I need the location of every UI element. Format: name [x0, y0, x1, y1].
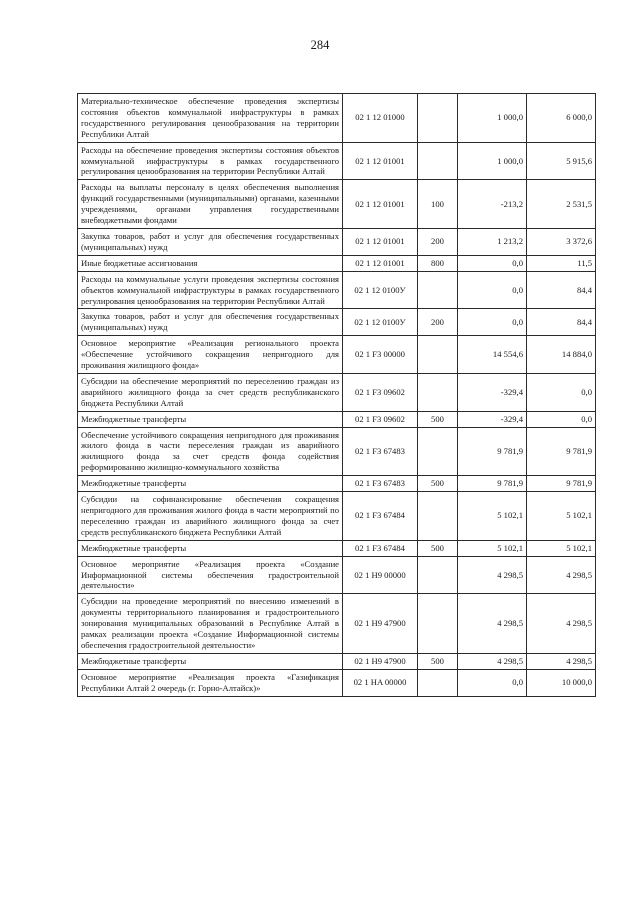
table-row: [78, 309, 596, 336]
row-sum-1: 0,0: [458, 271, 527, 309]
row-code: 02 1 12 0100У: [343, 309, 418, 336]
row-sum-2: 0,0: [527, 373, 596, 411]
row-code: 02 1 F3 67484: [343, 492, 418, 541]
row-code: 02 1 12 01001: [343, 142, 418, 180]
row-name: Межбюджетные трансферты: [78, 476, 343, 492]
row-code: 02 1 12 01001: [343, 180, 418, 229]
row-sum-2: 5 102,1: [527, 492, 596, 541]
row-code: 02 1 F3 00000: [343, 336, 418, 374]
row-expense-type: 500: [418, 653, 458, 669]
row-expense-type: [418, 556, 458, 594]
row-code: 02 1 12 01001: [343, 255, 418, 271]
row-name: Расходы на коммунальные услуги проведения экспертизы состояния объектов коммунальной инфраструктуры в рамках государственного регулирования ценообразования на территории Республики Алтай: [78, 271, 343, 309]
row-expense-type: [418, 94, 458, 143]
table-row: [78, 228, 596, 255]
row-code: 02 1 F3 09602: [343, 411, 418, 427]
table-row: [78, 373, 596, 411]
row-code: 02 1 F3 09602: [343, 373, 418, 411]
row-sum-2: 3 372,6: [527, 228, 596, 255]
row-code: 02 1 HA 00000: [343, 669, 418, 696]
row-code: 02 1 12 0100У: [343, 271, 418, 309]
row-name: Субсидии на софинансирование обеспечения сокращения непригодного для проживания жилого фонда в части мероприятий по переселению граждан из аварийного жилищного фонда за счет средств республиканского бюджета Республики Алтай: [78, 492, 343, 541]
row-sum-1: -329,4: [458, 373, 527, 411]
row-sum-2: 2 531,5: [527, 180, 596, 229]
row-sum-1: 1 000,0: [458, 94, 527, 143]
table-row: [78, 476, 596, 492]
row-expense-type: 200: [418, 228, 458, 255]
row-name: Закупка товаров, работ и услуг для обеспечения государственных (муниципальных) нужд: [78, 228, 343, 255]
row-name: Основное мероприятие «Реализация проекта «Газификация Республики Алтай 2 очередь (г. Горно-Алтайск)»: [78, 669, 343, 696]
row-sum-2: 6 000,0: [527, 94, 596, 143]
row-sum-1: -329,4: [458, 411, 527, 427]
row-sum-1: 9 781,9: [458, 476, 527, 492]
row-sum-2: 4 298,5: [527, 594, 596, 654]
row-name: Основное мероприятие «Реализация проекта «Создание Информационной системы обеспечения градостроительной деятельности»: [78, 556, 343, 594]
row-expense-type: 100: [418, 180, 458, 229]
table-row: [78, 336, 596, 374]
table-row: [78, 492, 596, 541]
row-code: 02 1 H9 47900: [343, 653, 418, 669]
row-sum-2: 5 915,6: [527, 142, 596, 180]
row-name: Основное мероприятие «Реализация регионального проекта «Обеспечение устойчивого сокращения непригодного для проживания жилищного фонда»: [78, 336, 343, 374]
row-sum-1: 14 554,6: [458, 336, 527, 374]
row-sum-2: 5 102,1: [527, 540, 596, 556]
row-expense-type: [418, 594, 458, 654]
table-row: [78, 411, 596, 427]
table-row: [78, 540, 596, 556]
row-expense-type: [418, 142, 458, 180]
row-sum-2: 4 298,5: [527, 556, 596, 594]
table-row: [78, 427, 596, 476]
table-row: [78, 255, 596, 271]
row-sum-2: 11,5: [527, 255, 596, 271]
row-name: Межбюджетные трансферты: [78, 653, 343, 669]
page-number: 284: [310, 38, 330, 52]
row-name: Обеспечение устойчивого сокращения непригодного для проживания жилого фонда в части переселения граждан из аварийного жилищного фонда за счет средств фонда содействия реформированию жилищно-коммунального хозяйства: [78, 427, 343, 476]
row-sum-1: 4 298,5: [458, 556, 527, 594]
row-code: 02 1 F3 67483: [343, 476, 418, 492]
row-name: Межбюджетные трансферты: [78, 411, 343, 427]
row-sum-1: -213,2: [458, 180, 527, 229]
row-expense-type: 200: [418, 309, 458, 336]
row-sum-1: 5 102,1: [458, 492, 527, 541]
row-name: Иные бюджетные ассигнования: [78, 255, 343, 271]
row-expense-type: 500: [418, 476, 458, 492]
table-row: [78, 556, 596, 594]
row-expense-type: [418, 492, 458, 541]
row-expense-type: [418, 271, 458, 309]
row-sum-2: 9 781,9: [527, 476, 596, 492]
row-name: Расходы на обеспечение проведения экспертизы состояния объектов коммунальной инфраструктуры в рамках государственного регулирования ценообразования на территории Республики Алтай: [78, 142, 343, 180]
row-sum-1: 1 000,0: [458, 142, 527, 180]
row-sum-2: 14 884,0: [527, 336, 596, 374]
row-expense-type: [418, 373, 458, 411]
row-code: 02 1 12 01001: [343, 228, 418, 255]
row-code: 02 1 H9 00000: [343, 556, 418, 594]
row-sum-2: 9 781,9: [527, 427, 596, 476]
row-sum-2: 84,4: [527, 271, 596, 309]
table-row: [78, 180, 596, 229]
table-row: [78, 653, 596, 669]
row-sum-1: 5 102,1: [458, 540, 527, 556]
row-code: 02 1 12 01000: [343, 94, 418, 143]
row-sum-2: 10 000,0: [527, 669, 596, 696]
row-name: Закупка товаров, работ и услуг для обеспечения государственных (муниципальных) нужд: [78, 309, 343, 336]
budget-table: [77, 93, 596, 697]
row-code: 02 1 F3 67483: [343, 427, 418, 476]
row-expense-type: [418, 336, 458, 374]
table-row: [78, 271, 596, 309]
row-code: 02 1 F3 67484: [343, 540, 418, 556]
row-sum-1: 0,0: [458, 255, 527, 271]
row-name: Субсидии на обеспечение мероприятий по переселению граждан из аварийного жилищного фонда за счет средств республиканского бюджета Республики Алтай: [78, 373, 343, 411]
row-expense-type: [418, 427, 458, 476]
row-name: Субсидии на проведение мероприятий по внесению изменений в документы территориального планирования и градостроительного зонирования муниципальных образований в Республике Алтай в рамках реализации проекта «Создание Информационной системы обеспечения градостроительной деятельности»: [78, 594, 343, 654]
row-sum-1: 1 213,2: [458, 228, 527, 255]
row-sum-2: 0,0: [527, 411, 596, 427]
row-name: Расходы на выплаты персоналу в целях обеспечения выполнения функций государственными (муниципальными) органами, казенными учреждениями, органами управления государственными внебюджетными фондами: [78, 180, 343, 229]
row-sum-1: 9 781,9: [458, 427, 527, 476]
row-code: 02 1 H9 47900: [343, 594, 418, 654]
row-sum-2: 4 298,5: [527, 653, 596, 669]
row-name: Материально-техническое обеспечение проведения экспертизы состояния объектов коммунальной инфраструктуры в рамках государственного регулирования ценообразования на территории Республики Алтай: [78, 94, 343, 143]
row-expense-type: 500: [418, 540, 458, 556]
row-name: Межбюджетные трансферты: [78, 540, 343, 556]
row-sum-1: 4 298,5: [458, 653, 527, 669]
row-sum-2: 84,4: [527, 309, 596, 336]
budget-table-body: [78, 94, 596, 697]
row-sum-1: 4 298,5: [458, 594, 527, 654]
row-expense-type: [418, 669, 458, 696]
row-sum-1: 0,0: [458, 309, 527, 336]
table-row: [78, 94, 596, 143]
row-expense-type: 500: [418, 411, 458, 427]
table-row: [78, 669, 596, 696]
row-expense-type: 800: [418, 255, 458, 271]
table-row: [78, 594, 596, 654]
row-sum-1: 0,0: [458, 669, 527, 696]
table-row: [78, 142, 596, 180]
